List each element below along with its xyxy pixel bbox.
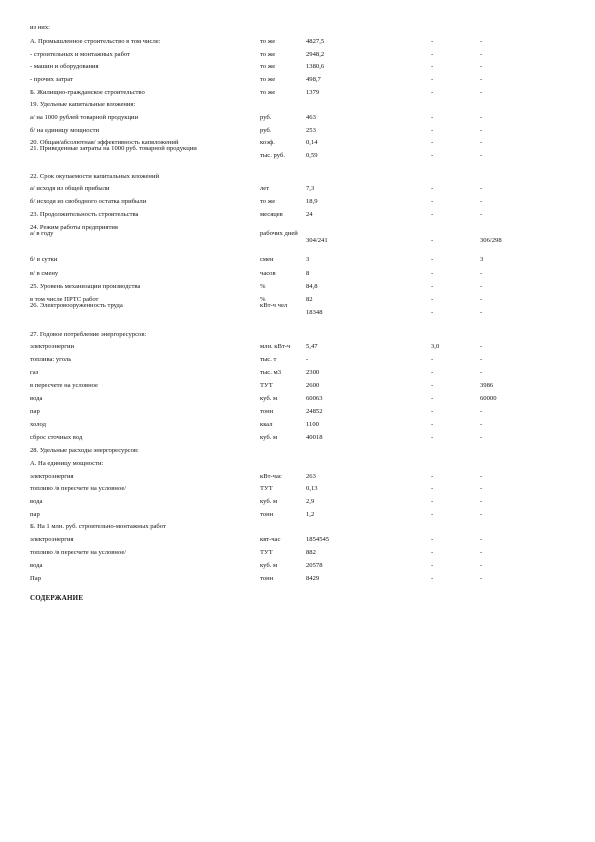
row-value: 20578 [306, 562, 323, 569]
row-col5: - [480, 51, 483, 58]
table-row [0, 198, 595, 210]
row-value: 2300 [306, 369, 320, 376]
table-row [0, 51, 595, 63]
row-unit: млн. кВт-ч [260, 343, 291, 350]
row-col5: 3986 [480, 382, 494, 389]
table-row [0, 211, 595, 223]
row-value: 463 [306, 114, 316, 121]
row-col4: - [431, 296, 434, 303]
row-label: а/ исходя из общей прибыли [30, 185, 110, 192]
row-unit: % [260, 296, 266, 303]
row-value: 2948,2 [306, 51, 325, 58]
table-row [0, 89, 595, 101]
row-label: - прочих затрат [30, 76, 73, 83]
row-label: электроэнергия [30, 536, 74, 543]
table-row [0, 536, 595, 548]
row-col4: - [431, 434, 434, 441]
row-unit: тонн [260, 408, 274, 415]
row-col4: - [431, 498, 434, 505]
table-row [0, 114, 595, 126]
row-value: 24852 [306, 408, 323, 415]
row-label: б/ на единицу мощности [30, 127, 100, 134]
table-row [0, 575, 595, 587]
table-row [0, 343, 595, 355]
row-unit: рабочих дней [260, 230, 298, 237]
table-row [0, 270, 595, 282]
row-col5: - [480, 549, 483, 556]
row-col4: - [431, 38, 434, 45]
row-label: - строительных и монтажных работ [30, 51, 131, 58]
row-label: пар [30, 511, 40, 518]
table-row [0, 283, 595, 295]
table-row [0, 562, 595, 574]
row-col5: - [480, 498, 483, 505]
row-col5: - [480, 575, 483, 582]
row-col5: - [480, 562, 483, 569]
row-unit: коэф. [260, 139, 275, 146]
row-label: б/ в сутки [30, 256, 58, 263]
row-col4: - [431, 382, 434, 389]
row-unit: куб. м [260, 434, 278, 441]
row-col5: - [480, 511, 483, 518]
row-col5: - [480, 211, 483, 218]
row-col5: - [480, 369, 483, 376]
table-row [0, 145, 595, 164]
row-label: 22. Срок окупаемости капитальных вложений [30, 173, 160, 180]
row-unit: то же [260, 198, 276, 205]
row-col5: - [480, 198, 483, 205]
table-row [0, 498, 595, 510]
row-label: 27. Годовое потребление энергоресурсов: [30, 331, 147, 338]
table-row [0, 549, 595, 561]
row-col4: - [431, 485, 434, 492]
table-row [0, 473, 595, 485]
row-label: топливо /в пересчете на условное/ [30, 485, 127, 492]
row-col5: 60000 [480, 395, 497, 402]
table-row [0, 382, 595, 394]
row-col5: 3 [480, 256, 484, 263]
row-col4: - [431, 211, 434, 218]
row-unit: ТУТ [260, 549, 273, 556]
row-col4: - [431, 198, 434, 205]
row-label: А. На единицу мощности: [30, 460, 104, 467]
row-label: 24. Режим работы предприятия [30, 224, 118, 231]
row-col5: - [480, 152, 483, 159]
row-col5: - [480, 114, 483, 121]
row-value: 5,47 [306, 343, 318, 350]
row-col5: - [480, 63, 483, 70]
row-label: Б. На 1 млн. руб. строительно-монтажных работ [30, 523, 166, 530]
row-label: топливо /в пересчете на условное/ [30, 549, 127, 556]
row-col4: - [431, 575, 434, 582]
row-col4: - [431, 185, 434, 192]
row-unit: тыс. т [260, 356, 277, 363]
row-unit: куб. м [260, 562, 278, 569]
table-row [0, 38, 595, 50]
table-row [0, 302, 595, 321]
row-col4: - [431, 369, 434, 376]
row-value: 253 [306, 127, 316, 134]
row-value: 498,7 [306, 76, 321, 83]
row-label: 28. Удельные расходы энергоресурсов: [30, 447, 139, 454]
row-label: вода [30, 562, 43, 569]
table-row [0, 523, 595, 535]
row-col5: - [480, 485, 483, 492]
row-col4: - [431, 114, 434, 121]
row-label: топлива: уголь [30, 356, 72, 363]
row-col5: - [480, 421, 483, 428]
row-value: 263 [306, 473, 316, 480]
table-row [0, 485, 595, 497]
row-unit: смен [260, 256, 274, 263]
row-unit: тонн [260, 511, 274, 518]
row-col5: - [480, 434, 483, 441]
row-value: 82 [306, 296, 313, 303]
row-label: электроэнергии [30, 343, 75, 350]
contents-heading: СОДЕРЖАНИЕ [30, 594, 84, 602]
row-col5: - [480, 270, 483, 277]
row-col4: - [431, 237, 434, 244]
row-label: электроэнергия [30, 473, 74, 480]
row-label: б/ исходя из свободного остатка прибыли [30, 198, 147, 205]
row-col4: - [431, 63, 434, 70]
row-value: 8429 [306, 575, 320, 582]
row-label: газ [30, 369, 39, 376]
row-col5: - [480, 76, 483, 83]
row-col5: - [480, 139, 483, 146]
row-col5: - [480, 185, 483, 192]
row-col4: - [431, 562, 434, 569]
table-row [0, 173, 595, 185]
row-value: 18348 [306, 309, 323, 316]
row-col5: - [480, 536, 483, 543]
row-col4: - [431, 408, 434, 415]
table-row [0, 230, 595, 249]
row-unit: тыс. руб. [260, 152, 285, 159]
row-col4: - [431, 51, 434, 58]
row-col4: - [431, 270, 434, 277]
row-col4: - [431, 473, 434, 480]
row-label: в пересчете на условное [30, 382, 98, 389]
row-col4: - [431, 511, 434, 518]
row-value: 0,13 [306, 485, 318, 492]
row-label: Пар [30, 575, 41, 582]
row-unit: лет [260, 185, 270, 192]
row-label: сброс сточных вод [30, 434, 83, 441]
table-row [0, 447, 595, 459]
row-unit: кВт-ч чел [260, 302, 288, 309]
row-unit: тыс. м3 [260, 369, 282, 376]
row-label: 21. Приведенные затраты на 1000 руб. товарной продукции [30, 145, 197, 152]
row-label: А. Промышленное строительство в том числе: [30, 38, 161, 45]
row-unit: часов [260, 270, 276, 277]
row-label: холод [30, 421, 47, 428]
row-value: 0,14 [306, 139, 318, 146]
row-col4: - [431, 395, 434, 402]
row-col4: - [431, 549, 434, 556]
table-row [0, 356, 595, 368]
table-row [0, 256, 595, 268]
row-col5: - [480, 356, 483, 363]
row-col5: - [480, 127, 483, 134]
table-row [0, 63, 595, 75]
row-label: 19. Удельные капитальные вложения: [30, 101, 136, 108]
table-row [0, 24, 595, 36]
row-unit: месяцев [260, 211, 283, 218]
row-label: - машин и оборудования [30, 63, 99, 70]
row-unit: тонн [260, 575, 274, 582]
row-value: 2,9 [306, 498, 315, 505]
row-label: Б. Жилищно-гражданское строительство [30, 89, 145, 96]
row-value: - [306, 356, 309, 363]
row-col5: - [480, 309, 483, 316]
row-value: 4827,5 [306, 38, 325, 45]
row-col5: - [480, 343, 483, 350]
row-label: а/ в году [30, 230, 54, 237]
row-value: 304/241 [306, 237, 328, 244]
row-col4: - [431, 421, 434, 428]
row-col5: - [480, 296, 483, 303]
row-col5: 306/298 [480, 237, 502, 244]
row-unit: ккал [260, 421, 273, 428]
row-col4: - [431, 356, 434, 363]
table-row [0, 395, 595, 407]
row-col5: - [480, 38, 483, 45]
row-label: а/ на 1000 рублей товарной продукции [30, 114, 139, 121]
row-value: 1,2 [306, 511, 315, 518]
row-unit: то же [260, 89, 276, 96]
row-col4: - [431, 76, 434, 83]
row-label: вода [30, 395, 43, 402]
table-row [0, 101, 595, 113]
row-unit: квт-час [260, 536, 281, 543]
table-row [0, 369, 595, 381]
row-value: 0,59 [306, 152, 318, 159]
table-row [0, 460, 595, 472]
table-row [0, 76, 595, 88]
table-row [0, 511, 595, 523]
row-label: из них: [30, 24, 50, 31]
row-unit: ТУТ [260, 382, 273, 389]
table-row [0, 408, 595, 420]
row-value: 24 [306, 211, 313, 218]
row-value: 84,8 [306, 283, 318, 290]
row-value: 2600 [306, 382, 320, 389]
row-col4: - [431, 283, 434, 290]
row-col4: 3,0 [431, 343, 440, 350]
row-col5: - [480, 89, 483, 96]
row-label: пар [30, 408, 40, 415]
row-col4: - [431, 309, 434, 316]
table-row [0, 434, 595, 446]
row-unit: кВт-час [260, 473, 282, 480]
row-col4: - [431, 89, 434, 96]
table-row [0, 421, 595, 433]
row-col5: - [480, 408, 483, 415]
row-label: вода [30, 498, 43, 505]
row-unit: % [260, 283, 266, 290]
row-value: 1380,6 [306, 63, 325, 70]
row-unit: то же [260, 63, 276, 70]
table-row [0, 185, 595, 197]
row-label: 20. Общая/абсолютная/ эффективность капвложений [30, 139, 179, 146]
row-col4: - [431, 536, 434, 543]
row-unit: то же [260, 76, 276, 83]
row-label: в том числе ПРТС работ [30, 296, 99, 303]
row-value: 3 [306, 256, 310, 263]
row-value: 882 [306, 549, 316, 556]
row-unit: ТУТ [260, 485, 273, 492]
table-row [0, 127, 595, 139]
row-value: 1379 [306, 89, 320, 96]
row-label: 25. Уровень механизации производства [30, 283, 141, 290]
row-label: в/ в смену [30, 270, 59, 277]
row-value: 1854545 [306, 536, 330, 543]
row-value: 8 [306, 270, 310, 277]
row-label: 26. Электровооруженность труда [30, 302, 123, 309]
row-value: 60063 [306, 395, 323, 402]
row-col4: - [431, 127, 434, 134]
row-unit: то же [260, 51, 276, 58]
row-col4: - [431, 139, 434, 146]
row-col4: - [431, 152, 434, 159]
row-col4: - [431, 256, 434, 263]
table-row [0, 331, 595, 343]
row-value: 40018 [306, 434, 323, 441]
row-col5: - [480, 473, 483, 480]
row-unit: то же [260, 38, 276, 45]
row-label: 23. Продолжительность строительства [30, 211, 139, 218]
row-col5: - [480, 283, 483, 290]
row-unit: куб. м [260, 498, 278, 505]
row-unit: куб. м [260, 395, 278, 402]
row-unit: руб. [260, 127, 272, 134]
row-value: 1100 [306, 421, 319, 428]
row-unit: руб. [260, 114, 272, 121]
row-value: 7,3 [306, 185, 315, 192]
row-value: 18,9 [306, 198, 318, 205]
